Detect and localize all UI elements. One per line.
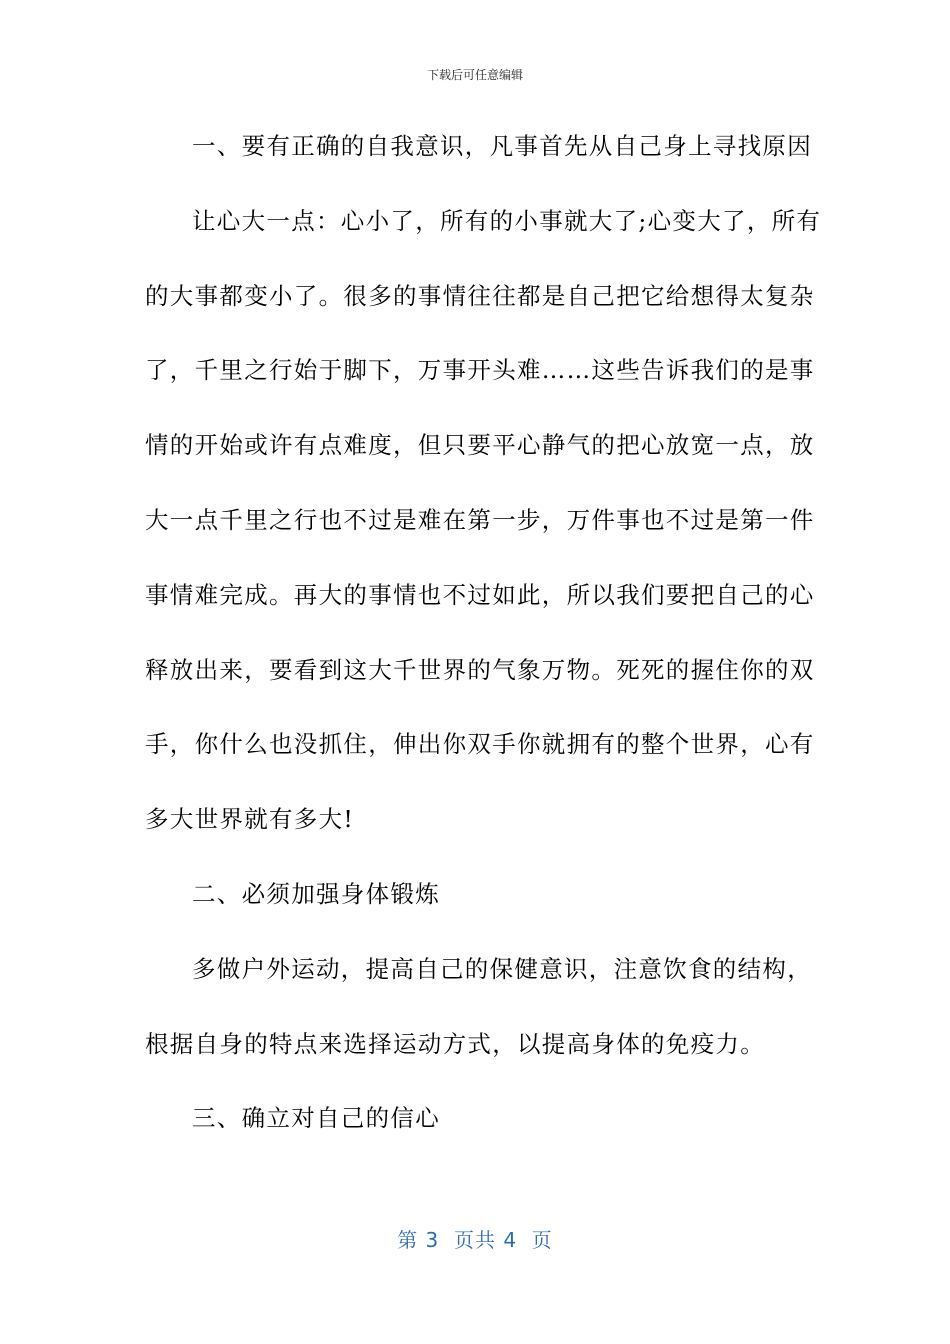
paragraph-line: 了，千里之行始于脚下，万事开头难……这些告诉我们的是事 bbox=[145, 356, 815, 385]
paragraph-line: 情的开始或许有点难度，但只要平心静气的把心放宽一点，放 bbox=[145, 431, 815, 460]
paragraph-line: 释放出来，要看到这大千世界的气象万物。死死的握住你的双 bbox=[145, 655, 815, 684]
heading-1: 一、要有正确的自我意识，凡事首先从自己身上寻找原因 bbox=[192, 132, 812, 160]
heading-3: 三、确立对自己的信心 bbox=[192, 1104, 440, 1133]
document-body bbox=[145, 124, 822, 1171]
paragraph-line: 事情难完成。再大的事情也不过如此，所以我们要把自己的心 bbox=[145, 580, 815, 609]
heading-2: 二、必须加强身体锻炼 bbox=[192, 879, 440, 908]
paragraph-line: 多做户外运动，提高自己的保健意识，注意饮食的结构， bbox=[192, 954, 812, 983]
page-footer: 第 3 页共 4 页 bbox=[397, 1228, 553, 1252]
paragraph-line: 多大世界就有多大! bbox=[145, 805, 355, 834]
page-header: 下载后可任意编辑 bbox=[426, 68, 523, 82]
paragraph-line: 根据自身的特点来选择运动方式，以提高身体的免疫力。 bbox=[145, 1029, 765, 1058]
paragraph-line: 大一点千里之行也不过是难在第一步，万件事也不过是第一件 bbox=[145, 505, 815, 534]
paragraph-line: 让心大一点：心小了，所有的小事就大了;心变大了，所有 bbox=[192, 206, 822, 235]
paragraph-line: 的大事都变小了。很多的事情往往都是自己把它给想得太复杂 bbox=[145, 281, 815, 310]
paragraph-line: 手，你什么也没抓住，伸出你双手你就拥有的整个世界，心有 bbox=[145, 730, 815, 759]
